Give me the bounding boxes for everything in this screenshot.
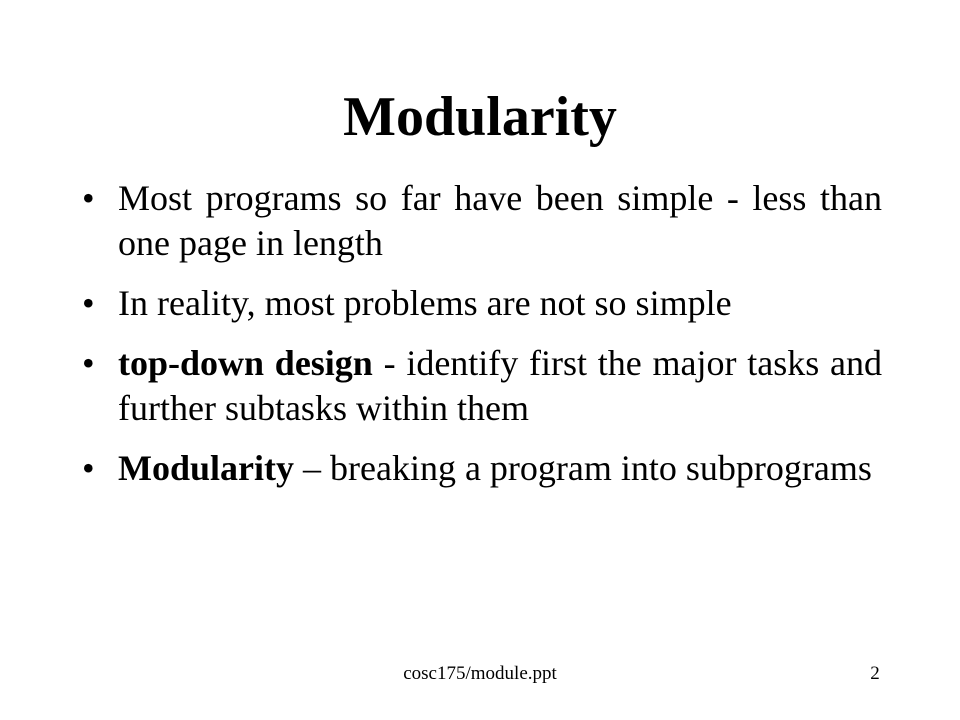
bullet-text <box>118 341 882 431</box>
bullet-text <box>118 176 882 266</box>
bullet-dot: • <box>82 178 95 218</box>
slide-title: Modularity <box>343 86 617 148</box>
page-number: 2 <box>870 663 880 684</box>
bullet-item <box>82 176 882 266</box>
bullet-text-body: - identify first the major tasks and further subtasks within them <box>118 343 882 428</box>
bullet-list <box>82 176 882 506</box>
bullet-dot: • <box>82 343 95 383</box>
bullet-text <box>118 446 882 491</box>
bullet-item <box>82 281 882 326</box>
bullet-text <box>118 281 882 326</box>
bullet-term: top-down design <box>118 343 373 383</box>
bullet-text-body: Most programs so far have been simple - less than one page in length <box>118 178 882 263</box>
bullet-text-body: In reality, most problems are not so simple <box>118 283 732 323</box>
bullet-term: Modularity <box>118 448 294 488</box>
bullet-text-body: – breaking a program into subprograms <box>294 448 872 488</box>
bullet-dot: • <box>82 283 95 323</box>
bullet-item <box>82 446 882 491</box>
bullet-dot: • <box>82 448 95 488</box>
bullet-item <box>82 341 882 431</box>
footer-filename: cosc175/module.ppt <box>403 663 557 684</box>
